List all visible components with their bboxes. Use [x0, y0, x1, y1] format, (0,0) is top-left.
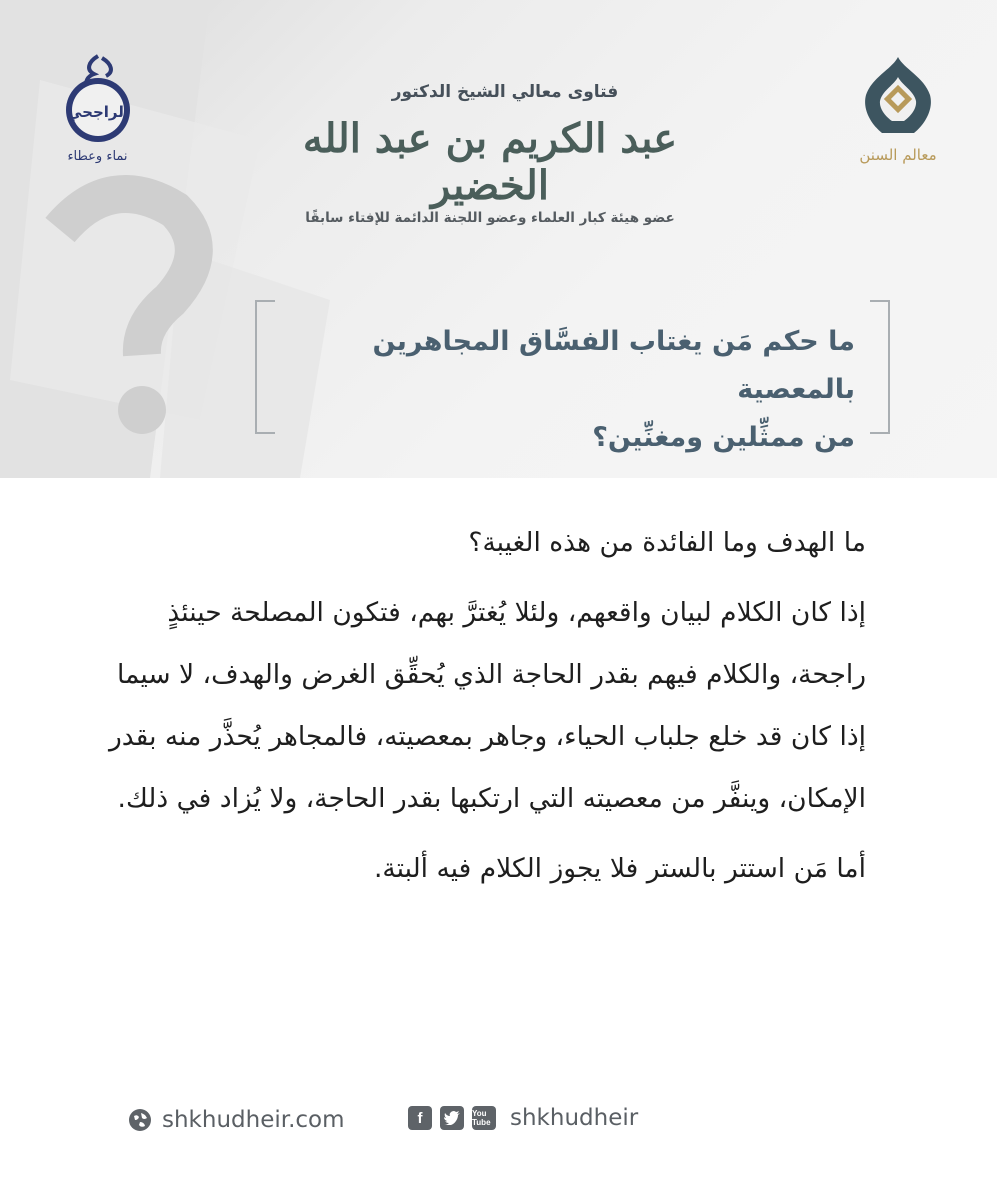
answer-closing: أما مَن استتر بالستر فلا يجوز الكلام فيه ألبتة. [373, 853, 866, 884]
maalim-alsunan-logo [848, 55, 948, 175]
footer-social [408, 1101, 638, 1135]
rajhi-emblem-icon [58, 52, 138, 147]
sheikh-position: عضو هيئة كبار العلماء وعضو اللجنة الدائمة للإفتاء سابقًا [305, 210, 675, 226]
facebook-icon[interactable]: f [408, 1106, 432, 1130]
question-bracket-right [870, 300, 890, 434]
rajhi-emblem-text: الراجحي [66, 103, 129, 121]
twitter-icon[interactable] [440, 1106, 464, 1130]
youtube-icon[interactable]: You Tube [472, 1106, 496, 1130]
answer-sub-question: ما الهدف وما الفائدة من هذه الغيبة؟ [468, 527, 866, 558]
footer-website[interactable] [128, 1103, 345, 1137]
dome-icon [858, 55, 938, 140]
series-title: فتاوى معالي الشيخ الدكتور [391, 82, 619, 102]
header-banner [0, 0, 997, 478]
right-logo-label: معالم السنن [859, 146, 937, 164]
question-bracket-left [255, 300, 275, 434]
sheikh-name-calligraphy: عبد الكريم بن عبد الله الخضير [302, 115, 678, 209]
social-handle[interactable]: shkhudheir [510, 1105, 639, 1131]
question-line-2: من ممثِّلين ومغنِّين؟ [592, 422, 855, 453]
left-logo-label: نماء وعطاء [67, 149, 128, 164]
question-box [290, 318, 855, 462]
globe-icon [128, 1108, 152, 1132]
website-link[interactable]: shkhudheir.com [162, 1107, 345, 1133]
rajhi-logo [55, 52, 140, 167]
question-line-1: ما حكم مَن يغتاب الفسَّاق المجاهرين بالمعصية [372, 326, 855, 405]
answer-section [100, 512, 866, 900]
answer-body: إذا كان الكلام لبيان واقعهم، ولئلا يُغترَّ بهم، فتكون المصلحة حينئذٍ راجحة، والكلام فيهم بقدر الحاجة الذي يُحقِّق الغرض والهدف، لا سيما إذا كان قد خلع جلباب الحياء، وجاهر بمعصيته، فالمجاهر يُحذَّر منه بقدر الإمكان، وينفَّر من معصيته التي ارتكبها بقدر الحاجة، ولا يُزاد في ذلك. [108, 597, 866, 814]
